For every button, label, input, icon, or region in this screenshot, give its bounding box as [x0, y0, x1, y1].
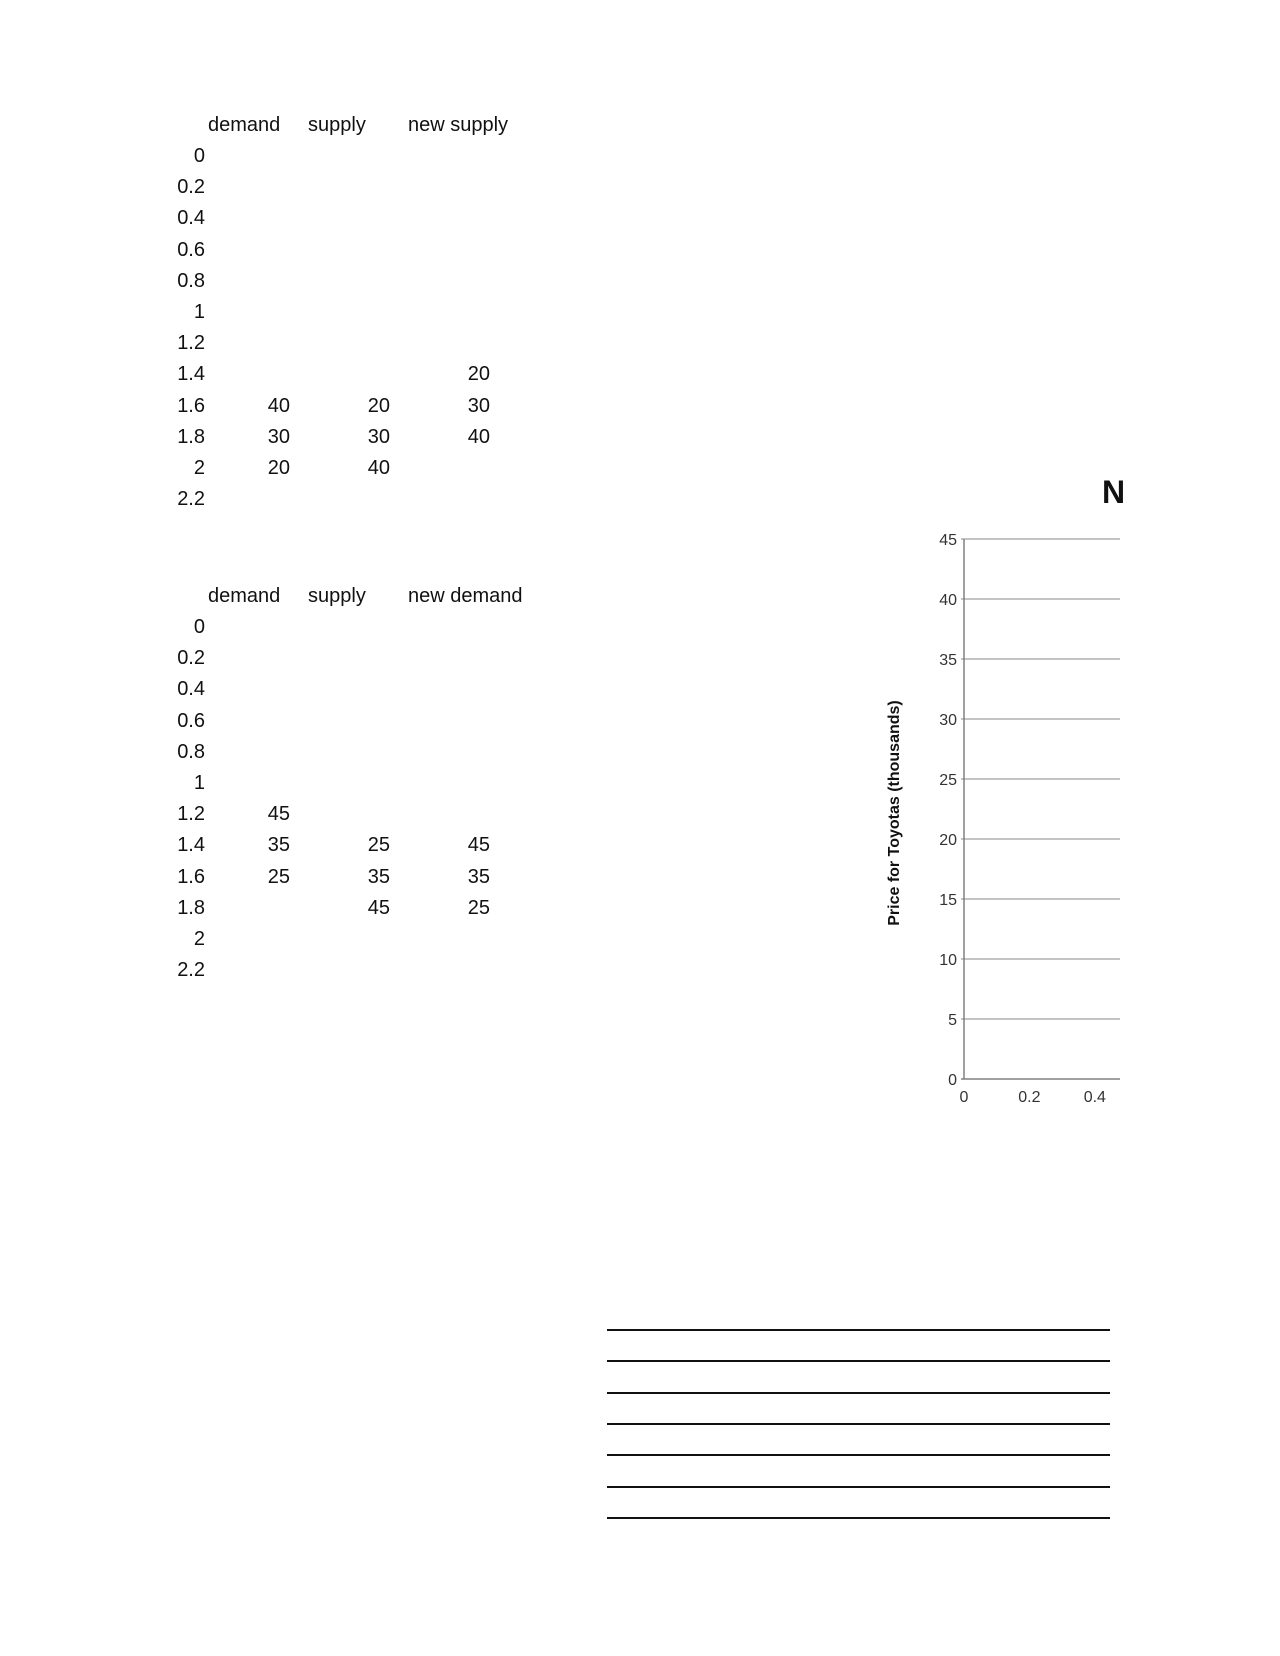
row-quantity: 0.8	[177, 269, 205, 292]
cell-col3: 45	[467, 834, 490, 857]
cell-col2: 25	[367, 834, 390, 857]
answer-line	[607, 1329, 1110, 1331]
y-tick-label: 20	[939, 832, 957, 849]
header-new-demand: new demand	[408, 585, 523, 607]
cell-col1: 20	[267, 457, 290, 479]
row-quantity: 0.4	[177, 678, 205, 701]
row-quantity: 1.6	[177, 394, 205, 417]
row-quantity: 2.2	[177, 959, 205, 982]
row-quantity: 0.4	[177, 207, 205, 230]
table-row	[165, 176, 565, 200]
y-tick-label: 10	[939, 952, 957, 969]
table-row	[165, 803, 565, 827]
row-quantity: 1.4	[177, 363, 205, 386]
cell-col3: 35	[467, 865, 490, 888]
cell-col1: 25	[267, 865, 290, 888]
cell-col2: 35	[367, 865, 390, 888]
table-row	[165, 239, 565, 263]
y-tick-label: 40	[939, 592, 957, 609]
table-row	[165, 897, 565, 921]
y-axis-label: Price for Toyotas (thousands)	[886, 700, 903, 926]
row-quantity: 1.2	[177, 803, 205, 826]
y-tick-label: 35	[939, 652, 957, 669]
row-quantity: 2.2	[177, 488, 205, 511]
row-quantity: 1.8	[177, 425, 205, 448]
table-row	[165, 772, 565, 796]
y-tick-label: 25	[939, 772, 957, 789]
table-row	[165, 959, 565, 983]
row-quantity: 0.6	[177, 709, 205, 732]
row-quantity: 1.2	[177, 332, 205, 355]
answer-line	[607, 1454, 1110, 1456]
answer-line	[607, 1517, 1110, 1519]
chart-y-ticks	[939, 532, 957, 1089]
table-row	[165, 834, 565, 858]
table-row	[165, 678, 565, 702]
cell-col2: 20	[367, 394, 390, 417]
cell-col3: 40	[467, 425, 490, 448]
y-tick-label: 0	[948, 1072, 957, 1089]
table-row	[165, 426, 565, 450]
row-quantity: 0	[193, 145, 205, 167]
answer-line	[607, 1392, 1110, 1394]
table-row	[165, 866, 565, 890]
answer-line	[607, 1486, 1110, 1488]
price-chart	[880, 470, 1126, 1106]
header-supply: supply	[308, 585, 366, 607]
y-tick-label: 5	[948, 1012, 957, 1029]
table-row	[165, 457, 565, 481]
chart-gridlines	[961, 539, 1120, 1079]
x-tick-label: 0	[959, 1089, 969, 1106]
row-quantity: 0	[193, 616, 205, 638]
table-row	[165, 301, 565, 325]
table-row	[165, 332, 565, 356]
y-tick-label: 15	[939, 892, 957, 909]
row-quantity: 2	[193, 928, 205, 950]
table-row	[165, 928, 565, 952]
x-tick-label: 0.2	[1018, 1089, 1041, 1106]
table-row	[165, 710, 565, 734]
row-quantity: 0.8	[177, 740, 205, 763]
table-row	[165, 395, 565, 419]
cell-col2: 40	[367, 457, 390, 479]
header-demand: demand	[208, 585, 281, 607]
row-quantity: 1.4	[177, 834, 205, 857]
cell-col2: 30	[367, 425, 390, 448]
y-tick-label: 30	[939, 712, 957, 729]
table-row	[165, 270, 565, 294]
y-tick-label: 45	[939, 532, 957, 549]
cell-col1: 40	[267, 394, 290, 417]
table-row	[165, 145, 565, 169]
cell-col3: 25	[467, 896, 490, 919]
answer-line	[607, 1423, 1110, 1425]
table-row	[165, 207, 565, 231]
header-supply: supply	[308, 114, 366, 136]
header-demand: demand	[208, 114, 281, 136]
row-quantity: 1.8	[177, 896, 205, 919]
table-row	[165, 741, 565, 765]
chart-title-fragment: N	[1102, 474, 1126, 510]
row-quantity: 2	[193, 457, 205, 479]
table-row	[165, 647, 565, 671]
cell-col1: 30	[267, 425, 290, 448]
row-quantity: 0.2	[177, 647, 205, 670]
x-tick-label: 0.4	[1083, 1089, 1106, 1106]
table-row	[165, 363, 565, 387]
answer-line	[607, 1360, 1110, 1362]
cell-col3: 30	[467, 394, 490, 417]
cell-col2: 45	[367, 896, 390, 919]
cell-col1: 35	[267, 834, 290, 857]
answer-lines	[607, 1329, 1110, 1549]
row-quantity: 1	[193, 301, 205, 323]
row-quantity: 0.2	[177, 176, 205, 199]
row-quantity: 1.6	[177, 865, 205, 888]
row-quantity: 0.6	[177, 238, 205, 261]
row-quantity: 1	[193, 772, 205, 794]
cell-col1: 45	[267, 803, 290, 826]
header-new-supply: new supply	[408, 114, 509, 136]
table-row	[165, 488, 565, 512]
table-row	[165, 616, 565, 640]
chart-x-ticks	[960, 1089, 1107, 1106]
cell-col3: 20	[467, 363, 490, 386]
